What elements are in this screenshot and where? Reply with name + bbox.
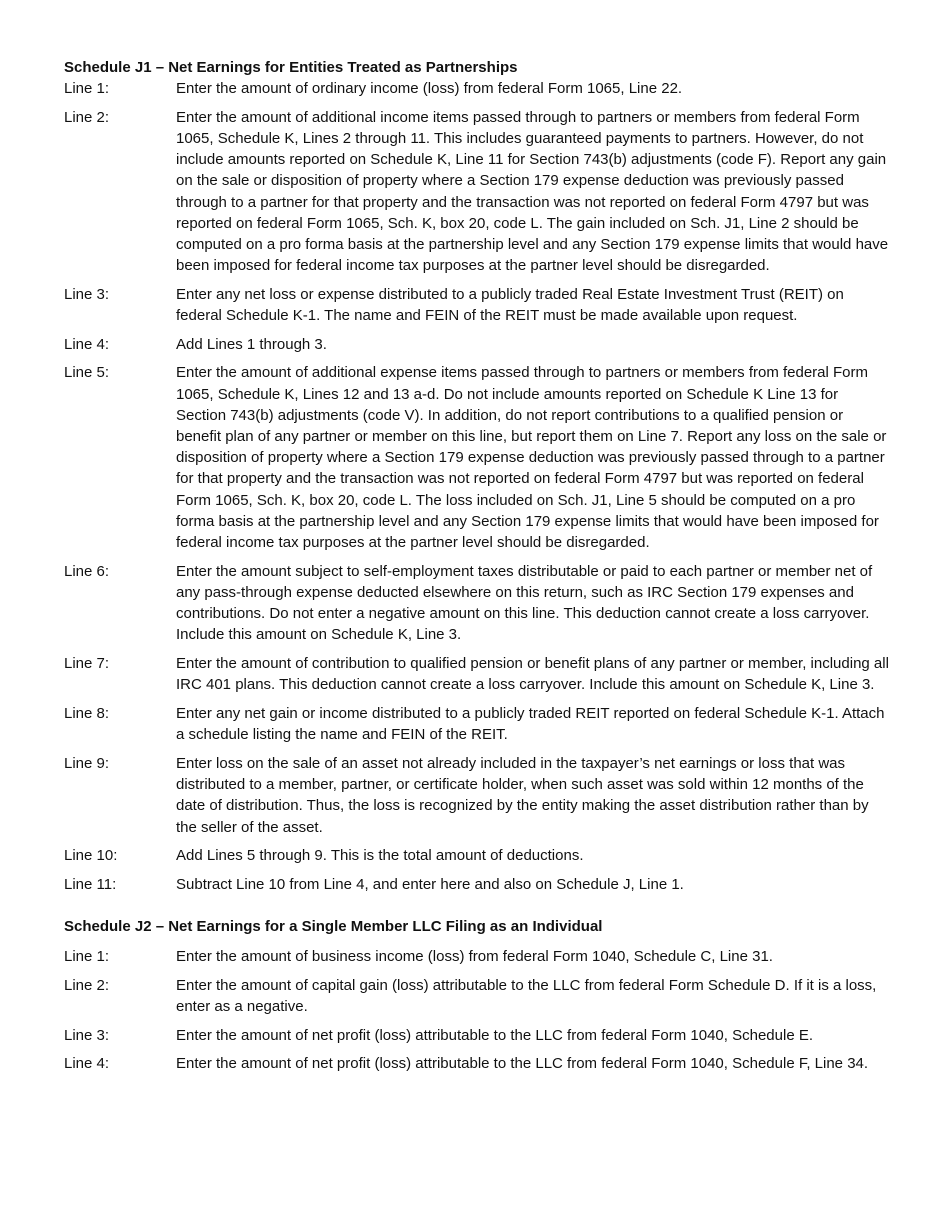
j1-line-11: [64, 874, 890, 895]
j1-line-10: [64, 845, 890, 866]
schedule-j2-title: Schedule J2 – Net Earnings for a Single Member LLC Filing as an Individual: [64, 918, 603, 936]
line-instruction: Enter the amount of ordinary income (loss) from federal Form 1065, Line 22.: [176, 80, 683, 97]
line-instruction: Subtract Line 10 from Line 4, and enter here and also on Schedule J, Line 1.: [176, 875, 684, 893]
j2-line-2: [64, 975, 890, 1017]
line-label: Line 3:: [64, 285, 110, 303]
line-instruction: Enter the amount of net profit (loss) attributable to the LLC from federal Form 1040, Schedule F, Line 34.: [176, 1055, 869, 1073]
j2-line-1: [64, 946, 890, 967]
line-instruction: Enter loss on the sale of an asset not already included in the taxpayer’s net earnings or loss that was distributed to a member, partner, or certificate holder, when such asset was sold within 12 months of the date of distribution. Thus, the loss is recognized by the entity making the asset distribution rather than by the seller of the asset.: [176, 754, 869, 836]
line-label: Line 7:: [64, 655, 110, 673]
schedule-j2-section: [64, 917, 890, 1075]
line-instruction: Enter the amount of net profit (loss) attributable to the LLC from federal Form 1040, Schedule E.: [176, 1026, 814, 1044]
line-label: Line 2:: [64, 976, 110, 994]
line-label: Line 4:: [64, 1055, 110, 1073]
line-label: Line 1:: [64, 80, 110, 97]
line-label: Line 6:: [64, 562, 110, 580]
j1-line-3: [64, 284, 890, 326]
line-instruction: Enter any net loss or expense distributed to a publicly traded Real Estate Investment Trust (REIT) on federal Schedule K-1. The name and FEIN of the REIT must be made available upon request.: [176, 285, 844, 325]
schedule-j1-title: Schedule J1 – Net Earnings for Entities Treated as Partnerships: [64, 59, 518, 76]
j1-line-5: [64, 362, 890, 553]
line-instruction: Add Lines 5 through 9. This is the total amount of deductions.: [176, 847, 584, 865]
line-instruction: Enter the amount of capital gain (loss) attributable to the LLC from federal Form Schedule D. If it is a loss, enter as a negative.: [176, 976, 877, 1016]
j1-line-1: [64, 78, 890, 99]
line-label: Line 4:: [64, 335, 110, 353]
schedule-j1-section: [64, 58, 890, 895]
line-label: Line 11:: [64, 875, 117, 893]
line-label: Line 9:: [64, 754, 110, 772]
line-instruction: Enter the amount of additional income items passed through to partners or members from federal Form 1065, Schedule K, Lines 2 through 11. This includes guaranteed payments to partners. However, do not include amounts reported on Schedule K, Line 11 for Section 743(b) adjustments (code F). Report any gain on the sale or disposition of property where a Section 179 expense deduction was previously passed through to a partner for that property and the transaction was not reported on federal Form 4797 but was reported on federal Form 1065, Sch. K, box 20, code L. The gain included on Sch. J1, Line 2 should be computed on a pro forma basis at the partnership level and any Section 179 expense limits that would have been imposed for federal income tax purposes at the partner level should be disregarded.: [176, 108, 889, 275]
j1-line-4: [64, 334, 890, 355]
j2-line-3: [64, 1025, 890, 1046]
j1-line-7: [64, 653, 890, 695]
line-instruction: Enter the amount of additional expense items passed through to partners or members from federal Form 1065, Schedule K, Lines 12 and 13 a-d. Do not include amounts reported on Schedule K Line 13 for Section 743(b) adjustments (code V). In addition, do not report contributions to a qualified pension or benefit plan of any partner or member on this line, but report them on Line 7. Report any loss on the sale or disposition of property where a Section 179 expense deduction was previously passed through to a partner for that property and the transaction was not reported on federal Form 4797 but was reported on federal Form 1065, Sch. K, box 20, code L. The loss included on Sch. J1, Line 5 should be computed on a pro forma basis at the partnership level and any Section 179 expense limits that would have been imposed for federal income tax purposes at the partner level should be disregarded.: [176, 364, 887, 552]
j1-line-8: [64, 703, 890, 745]
line-label: Line 2:: [64, 108, 110, 126]
j1-line-6: [64, 561, 890, 646]
line-instruction: Enter the amount of business income (loss) from federal Form 1040, Schedule C, Line 31.: [176, 948, 773, 966]
line-label: Line 10:: [64, 847, 118, 865]
line-label: Line 3:: [64, 1026, 110, 1044]
j1-line-2: [64, 107, 890, 277]
line-instruction: Enter any net gain or income distributed to a publicly traded REIT reported on federal Schedule K-1. Attach a schedule listing the name and FEIN of the REIT.: [176, 704, 885, 744]
line-instruction: Enter the amount subject to self-employment taxes distributable or paid to each partner or member net of any pass-through expense deducted elsewhere on this return, such as IRC Section 179 expenses and contributions. Do not enter a negative amount on this line. This deduction cannot create a loss carryover. Include this amount on Schedule K, Line 3.: [176, 562, 873, 644]
line-instruction: Add Lines 1 through 3.: [176, 335, 327, 353]
line-label: Line 8:: [64, 704, 110, 722]
line-label: Line 1:: [64, 948, 110, 966]
line-instruction: Enter the amount of contribution to qualified pension or benefit plans of any partner or member, including all IRC 401 plans. This deduction cannot create a loss carryover. Include this amount on Schedule K, Line 3.: [176, 655, 889, 694]
line-label: Line 5:: [64, 364, 110, 382]
j1-line-9: [64, 753, 890, 838]
j2-line-4: [64, 1053, 890, 1074]
